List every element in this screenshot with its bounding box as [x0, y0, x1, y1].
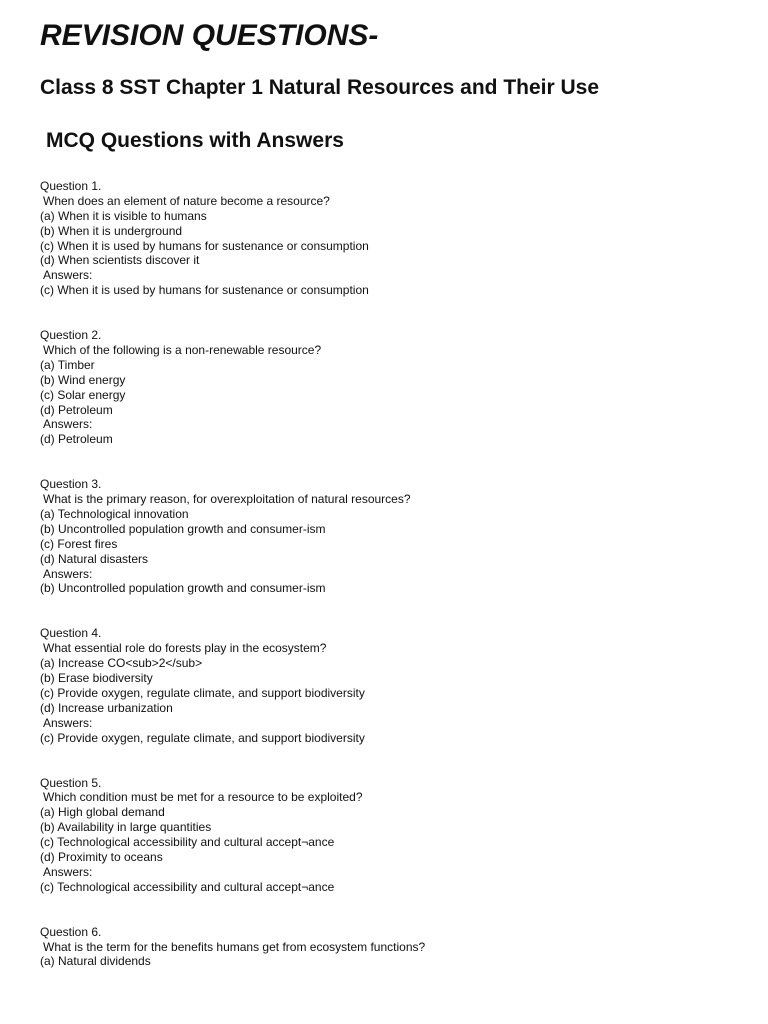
question-text: Which of the following is a non-renewable resource? [43, 343, 322, 358]
answer-text: (b) Uncontrolled population growth and consumer-ism [40, 581, 326, 596]
option-item: (b) Uncontrolled population growth and consumer-ism [40, 521, 326, 536]
question-label: Question 2. [40, 328, 102, 343]
option-item: (c) When it is used by humans for sustenance or consumption [40, 238, 369, 253]
option-item: (b) Erase biodiversity [40, 671, 153, 686]
question-label: Question 4. [40, 626, 102, 641]
page-subtitle: Class 8 SST Chapter 1 Natural Resources and Their Use [40, 76, 600, 99]
option-item: (a) When it is visible to humans [40, 208, 207, 223]
answer-text: (c) When it is used by humans for sustenance or consumption [40, 283, 369, 298]
answers-label: Answers: [43, 566, 93, 581]
question-block [40, 328, 740, 447]
option-item: (a) Increase CO<sub>2</sub> [40, 656, 203, 671]
question-block [40, 179, 740, 298]
page-title: REVISION QUESTIONS- [40, 19, 379, 52]
option-item: (a) Natural dividends [40, 954, 151, 969]
question-block [40, 626, 740, 745]
question-text: What essential role do forests play in the ecosystem? [43, 641, 327, 656]
option-item: (d) When scientists discover it [40, 253, 200, 268]
option-item: (c) Provide oxygen, regulate climate, and support biodiversity [40, 685, 365, 700]
option-item: (b) Wind energy [40, 372, 126, 387]
answers-label: Answers: [43, 864, 93, 879]
question-list [40, 179, 740, 999]
answer-text: (c) Technological accessibility and cultural accept¬ance [40, 879, 335, 894]
option-item: (d) Increase urbanization [40, 700, 173, 715]
option-item: (d) Natural disasters [40, 551, 149, 566]
answers-label: Answers: [43, 417, 93, 432]
option-item: (a) Technological innovation [40, 507, 189, 522]
answer-text: (c) Provide oxygen, regulate climate, and support biodiversity [40, 730, 365, 745]
question-text: Which condition must be met for a resource to be exploited? [43, 790, 363, 805]
option-item: (a) Timber [40, 357, 95, 372]
question-block [40, 925, 740, 970]
question-text: What is the primary reason, for overexploitation of natural resources? [43, 492, 411, 507]
question-label: Question 3. [40, 477, 102, 492]
question-text: When does an element of nature become a resource? [43, 193, 330, 208]
option-item: (c) Solar energy [40, 387, 126, 402]
question-label: Question 1. [40, 179, 102, 193]
question-label: Question 6. [40, 924, 102, 939]
option-item: (a) High global demand [40, 805, 165, 820]
question-block [40, 477, 740, 596]
question-label: Question 5. [40, 775, 102, 790]
option-item: (d) Proximity to oceans [40, 849, 163, 864]
option-item: (b) Availability in large quantities [40, 820, 212, 835]
question-block [40, 776, 740, 895]
section-title: MCQ Questions with Answers [46, 129, 344, 152]
answers-label: Answers: [43, 715, 93, 730]
option-item: (c) Technological accessibility and cultural accept¬ance [40, 835, 335, 850]
answers-label: Answers: [43, 268, 93, 283]
option-item: (d) Petroleum [40, 402, 113, 417]
option-item: (b) When it is underground [40, 223, 183, 238]
option-item: (c) Forest fires [40, 536, 118, 551]
question-text: What is the term for the benefits humans get from ecosystem functions? [43, 939, 426, 954]
answer-text: (d) Petroleum [40, 432, 113, 447]
